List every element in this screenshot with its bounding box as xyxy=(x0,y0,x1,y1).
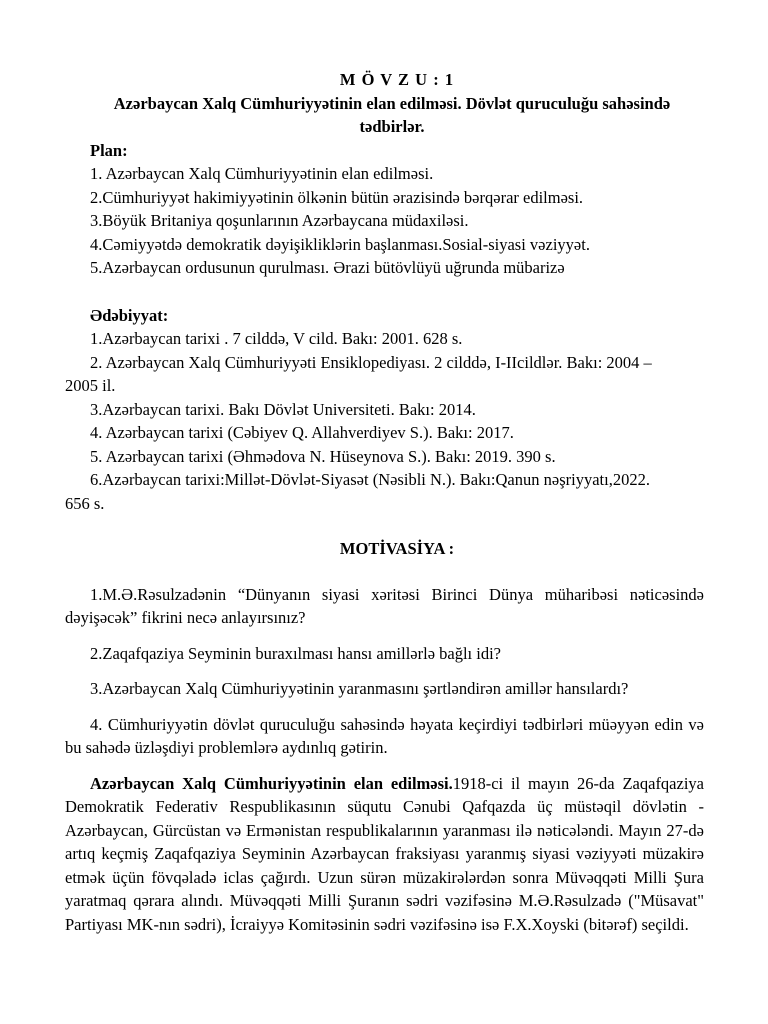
literature-heading: Ədəbiyyat: xyxy=(90,305,169,325)
motivation-questions xyxy=(65,583,704,760)
literature-item: 3.Azərbaycan tarixi. Bakı Dövlət Universiteti. Bakı: 2014. xyxy=(90,399,476,419)
document-page xyxy=(65,68,704,936)
plan-heading: Plan: xyxy=(90,140,128,160)
plan-section xyxy=(90,139,704,280)
motivation-question: 2.Zaqafqaziya Seyminin buraxılması hansı amillərlə bağlı idi? xyxy=(90,643,502,663)
plan-item: 3.Böyük Britaniya qoşunlarının Azərbaycana müdaxiləsi. xyxy=(90,211,469,230)
literature-item: 2. Azərbaycan Xalq Cümhuriyyəti Ensiklopediyası. 2 cilddə, I-IIcildlər. Bakı: 2004 – xyxy=(90,352,652,372)
topic-title: M Ö V Z U : 1 xyxy=(339,70,455,89)
motivation-question: 3.Azərbaycan Xalq Cümhuriyyətinin yaranmasını şərtləndirən amillər hansılardı? xyxy=(90,679,629,698)
body-text: 1918-ci il mayın 26-da Zaqafqaziya Demokratik Federativ Respublikasının süqutu Cənubi Qafqazda üç müstəqil dövlətin - Azərbaycan, Gürcüstan və Ermənistan respublikalarının yaranması ilə nəticələndi. Mayın 27-də artıq keçmiş Zaqafqaziya Seyminin Azərbaycan fraksiyası yaranmış siyasi vəziyyəti müzakirə etmək üçün fövqəladə iclas çağırdı. Uzun sürən müzakirələrdən sonra Müvəqqəti Milli Şura yaratmaq qərara alındı. Müvəqqəti Milli Şuranın sədri vəzifəsinə M.Ə.Rəsulzadə ("Müsavat" Partiyası MK-nın sədri), İcraiyyə Komitəsinin sədri vəzifəsinə isə F.X.Xoyski (bitərəf) seçildi. xyxy=(65,773,704,934)
literature-item-continuation: 656 s. xyxy=(65,493,105,513)
plan-item: 2.Cümhuriyyət hakimiyyətinin ölkənin bütün ərazisində bərqərar edilməsi. xyxy=(90,187,584,207)
body-paragraph xyxy=(65,772,704,937)
body-lead-heading: Azərbaycan Xalq Cümhuriyyətinin elan edilməsi. xyxy=(90,773,453,793)
plan-item: 1. Azərbaycan Xalq Cümhuriyyətinin elan edilməsi. xyxy=(90,164,434,183)
motivation-question: 1.M.Ə.Rəsulzadənin “Dünyanın siyasi xəritəsi Birinci Dünya müharibəsi nəticəsində dəyişəcək” fikrini necə anlayırsınız? xyxy=(65,584,704,627)
topic-subtitle-line1: Azərbaycan Xalq Cümhuriyyətinin elan edilməsi. Dövlət quruculuğu sahəsində xyxy=(113,93,671,113)
literature-item: 6.Azərbaycan tarixi:Millət-Dövlət-Siyasət (Nəsibli N.). Bakı:Qanun nəşriyyatı,2022. xyxy=(90,470,650,489)
literature-item: 1.Azərbaycan tarixi . 7 cilddə, V cild. Bakı: 2001. 628 s. xyxy=(90,329,463,348)
plan-item: 4.Cəmiyyətdə demokratik dəyişikliklərin başlanması.Sosial-siyasi vəziyyət. xyxy=(90,234,590,254)
motivation-question: 4. Cümhuriyyətin dövlət quruculuğu sahəsində həyata keçirdiyi tədbirləri müəyyən edin və bu sahədə üzləşdiyi problemlərə aydınlıq gətirin. xyxy=(65,714,704,757)
topic-subtitle-line2: tədbirlər. xyxy=(359,117,425,136)
literature-item: 4. Azərbaycan tarixi (Cəbiyev Q. Allahverdiyev S.). Bakı: 2017. xyxy=(90,423,514,442)
literature-item: 5. Azərbaycan tarixi (Əhmədova N. Hüseynova S.). Bakı: 2019. 390 s. xyxy=(90,446,556,466)
motivation-heading: MOTİVASİYA : xyxy=(339,539,455,558)
plan-item: 5.Azərbaycan ordusunun qurulması. Ərazi bütövlüyü uğrunda mübarizə xyxy=(90,258,565,277)
literature-item-continuation: 2005 il. xyxy=(65,376,116,395)
literature-section xyxy=(65,304,704,516)
